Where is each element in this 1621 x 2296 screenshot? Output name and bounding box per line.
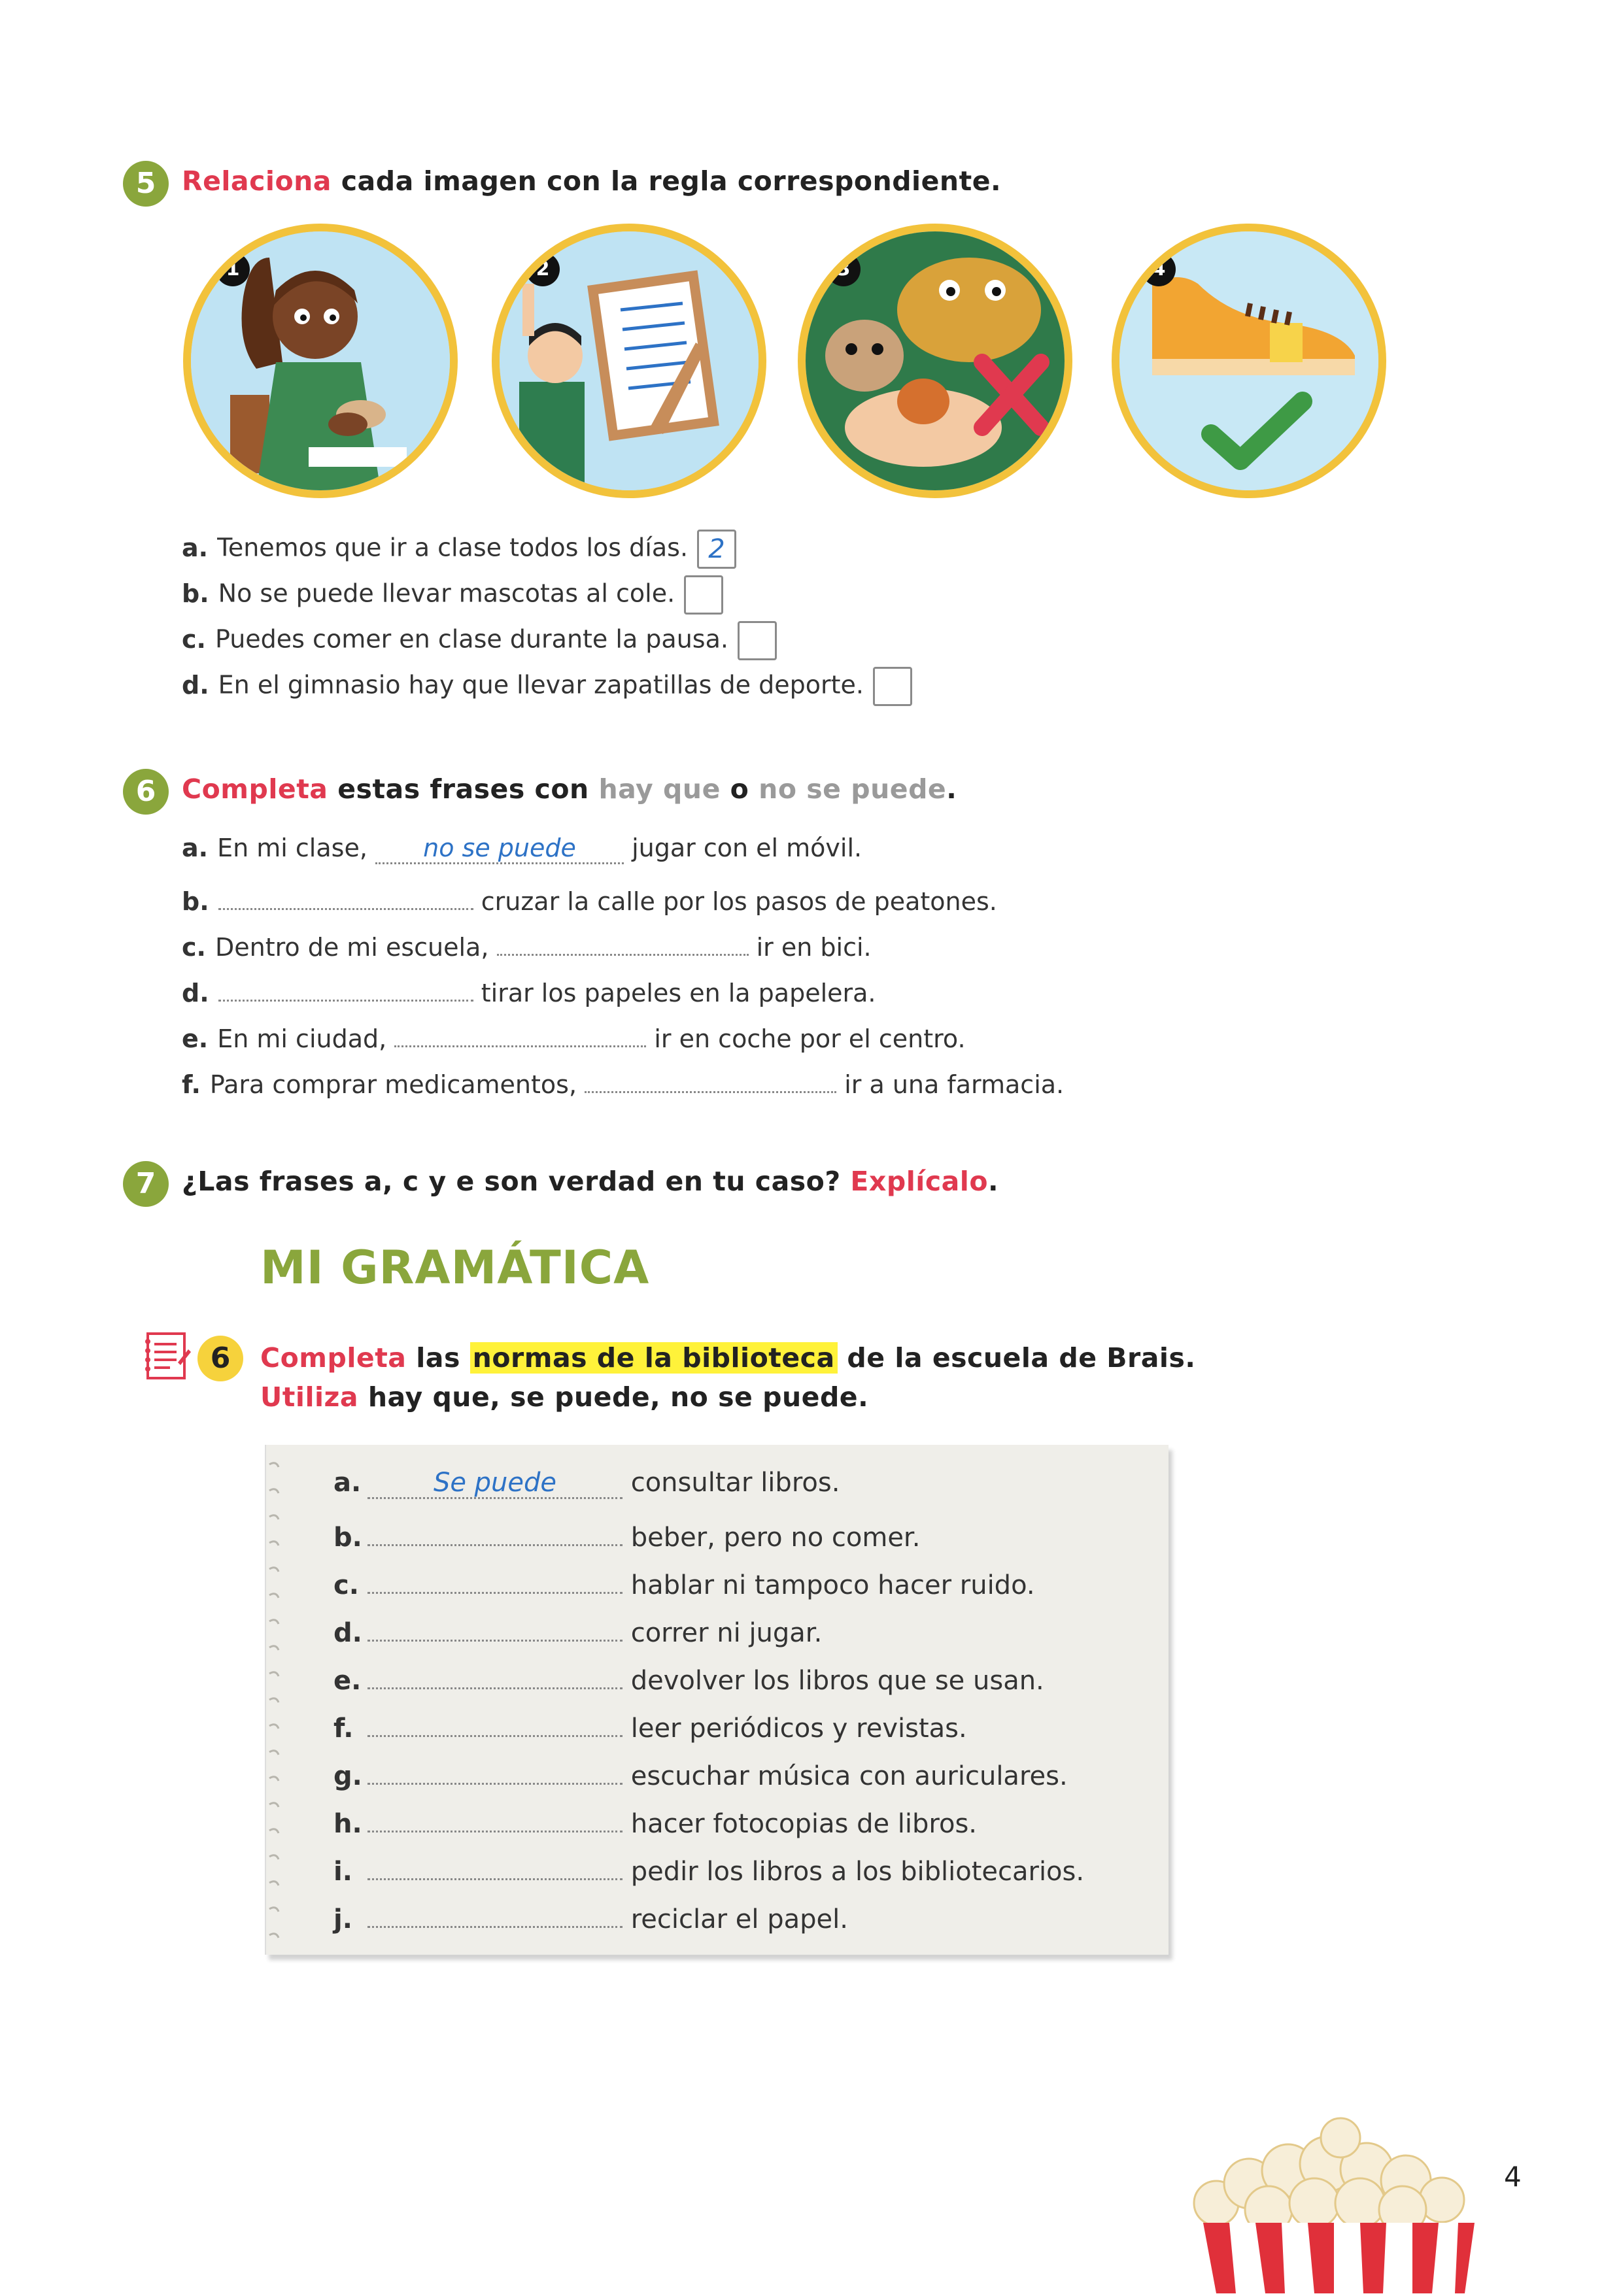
rule-i	[333, 1849, 1084, 1887]
item-letter: e.	[182, 1024, 209, 1053]
exercise-7-number: 7	[123, 1161, 169, 1207]
item-text: correr ni jugar.	[630, 1618, 823, 1648]
ex6-item-f	[182, 1062, 1064, 1099]
item-text: escuchar música con auriculares.	[630, 1761, 1068, 1791]
grammar-instruction-line2	[260, 1381, 868, 1413]
image-girl-eating	[183, 224, 458, 498]
option-hay-que: hay que	[598, 773, 721, 805]
image-boy-checklist	[492, 224, 766, 498]
instruction-period: .	[946, 773, 957, 805]
item-letter: i.	[333, 1857, 352, 1887]
answer-blank[interactable]	[367, 1563, 623, 1594]
notebook-icon	[144, 1330, 191, 1382]
item-text: reciclar el papel.	[630, 1904, 848, 1934]
instruction-period: .	[988, 1166, 999, 1197]
exercise-5-number: 5	[123, 161, 169, 207]
ex6-item-d	[182, 971, 876, 1007]
instruction-text: cada imagen con la regla correspondiente.	[331, 165, 1002, 197]
item-letter: b.	[182, 579, 209, 608]
instruction-verb: Utiliza	[260, 1381, 359, 1413]
item-letter: d.	[182, 670, 209, 700]
item-letter: a.	[182, 533, 209, 562]
instruction-text: estas frases con	[328, 773, 599, 805]
instruction-verb: Relaciona	[182, 165, 332, 197]
item-text: hablar ni tampoco hacer ruido.	[630, 1570, 1035, 1600]
item-before: En mi ciudad,	[217, 1024, 387, 1053]
item-before: Para comprar medicamentos,	[209, 1070, 577, 1099]
instruction-text: de la escuela de Brais.	[837, 1342, 1196, 1374]
ex6-item-b	[182, 879, 997, 916]
rule-d	[333, 1611, 822, 1648]
item-letter: b.	[333, 1523, 362, 1553]
ex5-item-b	[182, 575, 723, 615]
item-text: No se puede llevar mascotas al cole.	[218, 579, 675, 608]
answer-blank[interactable]	[367, 1611, 623, 1642]
answer-blank[interactable]: no se puede	[375, 834, 624, 864]
ex6-item-e	[182, 1017, 966, 1053]
ex5-item-c	[182, 621, 777, 660]
item-after: jugar con el móvil.	[632, 834, 862, 862]
answer-blank[interactable]	[367, 1659, 623, 1689]
item-letter: d.	[333, 1618, 362, 1648]
item-letter: c.	[333, 1570, 359, 1600]
item-text: leer periódicos y revistas.	[630, 1714, 967, 1744]
item-letter: a.	[333, 1468, 362, 1498]
answer-blank[interactable]	[218, 971, 473, 1002]
rule-j	[333, 1897, 848, 1934]
exercise-6-number: 6	[123, 769, 169, 815]
answer-blank[interactable]	[367, 1706, 623, 1737]
instruction-verb: Explícalo	[850, 1166, 989, 1197]
item-letter: a.	[182, 834, 209, 862]
instruction-verb: Completa	[182, 773, 328, 805]
instruction-text: las	[406, 1342, 470, 1374]
item-after: tirar los papeles en la papelera.	[481, 979, 876, 1007]
image-number: 2	[526, 252, 560, 286]
answer-blank[interactable]	[367, 1849, 623, 1880]
item-text: hacer fotocopias de libros.	[630, 1809, 978, 1839]
grammar-section-title: MI GRAMÁTICA	[260, 1241, 650, 1294]
answer-box[interactable]: 2	[697, 530, 736, 569]
item-before: En mi clase,	[217, 834, 367, 862]
grammar-exercise-number: 6	[197, 1336, 243, 1381]
image-number: 3	[827, 252, 861, 286]
answer-blank[interactable]	[367, 1802, 623, 1832]
page-number: 4	[1504, 2161, 1522, 2193]
popcorn-image	[1177, 2112, 1491, 2293]
item-letter: h.	[333, 1809, 362, 1839]
item-text: devolver los libros que se usan.	[630, 1666, 1044, 1696]
rule-c	[333, 1563, 1035, 1600]
rule-e	[333, 1659, 1044, 1696]
option-no-se-puede: no se puede	[759, 773, 947, 805]
ex5-item-a	[182, 530, 736, 569]
image-number: 4	[1142, 252, 1176, 286]
grammar-instruction-line1	[260, 1342, 1195, 1374]
item-text: consultar libros.	[630, 1468, 840, 1498]
item-after: ir a una farmacia.	[844, 1070, 1065, 1099]
rule-a	[333, 1468, 840, 1499]
rule-b	[333, 1515, 920, 1553]
image-pets-prohibited	[798, 224, 1072, 498]
note-spiral-binding	[268, 1458, 281, 1942]
item-letter: c.	[182, 624, 206, 654]
answer-blank[interactable]: Se puede	[367, 1468, 623, 1499]
item-before: Dentro de mi escuela,	[214, 933, 489, 962]
image-sneaker-allowed	[1112, 224, 1386, 498]
rule-h	[333, 1802, 977, 1839]
exercise-6-instruction	[182, 773, 957, 805]
item-after: ir en bici.	[756, 933, 872, 962]
item-letter: c.	[182, 933, 206, 962]
answer-blank[interactable]	[218, 879, 473, 910]
item-letter: b.	[182, 887, 209, 916]
highlighted-text: normas de la biblioteca	[470, 1342, 838, 1374]
exercise-7-instruction	[182, 1166, 998, 1197]
instruction-verb: Completa	[260, 1342, 407, 1374]
item-letter: j.	[333, 1904, 352, 1934]
answer-box[interactable]	[684, 575, 723, 615]
item-letter: f.	[333, 1714, 354, 1744]
ex6-item-c	[182, 925, 872, 962]
instruction-text: hay que, se puede, no se puede.	[358, 1381, 869, 1413]
item-text: En el gimnasio hay que llevar zapatillas de deporte.	[218, 670, 864, 700]
ex5-item-d	[182, 667, 912, 706]
item-after: ir en coche por el centro.	[654, 1024, 966, 1053]
answer-blank[interactable]	[394, 1017, 646, 1047]
rule-g	[333, 1754, 1068, 1791]
ex6-item-a	[182, 834, 862, 864]
item-letter: g.	[333, 1761, 362, 1791]
item-after: cruzar la calle por los pasos de peatones.	[481, 887, 997, 916]
item-letter: e.	[333, 1666, 362, 1696]
item-text: Puedes comer en clase durante la pausa.	[214, 624, 728, 654]
instruction-text: ¿Las frases a, c y e son verdad en tu caso?	[182, 1166, 851, 1197]
instruction-conj: o	[720, 773, 759, 805]
rule-f	[333, 1706, 967, 1744]
answer-blank[interactable]	[367, 1515, 623, 1546]
answer-box[interactable]	[873, 667, 912, 706]
image-number: 1	[216, 252, 250, 286]
answer-blank[interactable]	[367, 1754, 623, 1785]
item-text: beber, pero no comer.	[630, 1523, 921, 1553]
item-letter: d.	[182, 979, 209, 1007]
answer-blank[interactable]	[367, 1897, 623, 1928]
answer-box[interactable]	[738, 621, 777, 660]
item-text: pedir los libros a los bibliotecarios.	[630, 1857, 1085, 1887]
answer-blank[interactable]	[585, 1062, 836, 1093]
answer-blank[interactable]	[497, 925, 749, 956]
item-letter: f.	[182, 1070, 201, 1099]
item-text: Tenemos que ir a clase todos los días.	[217, 533, 689, 562]
exercise-5-instruction	[182, 165, 1001, 197]
